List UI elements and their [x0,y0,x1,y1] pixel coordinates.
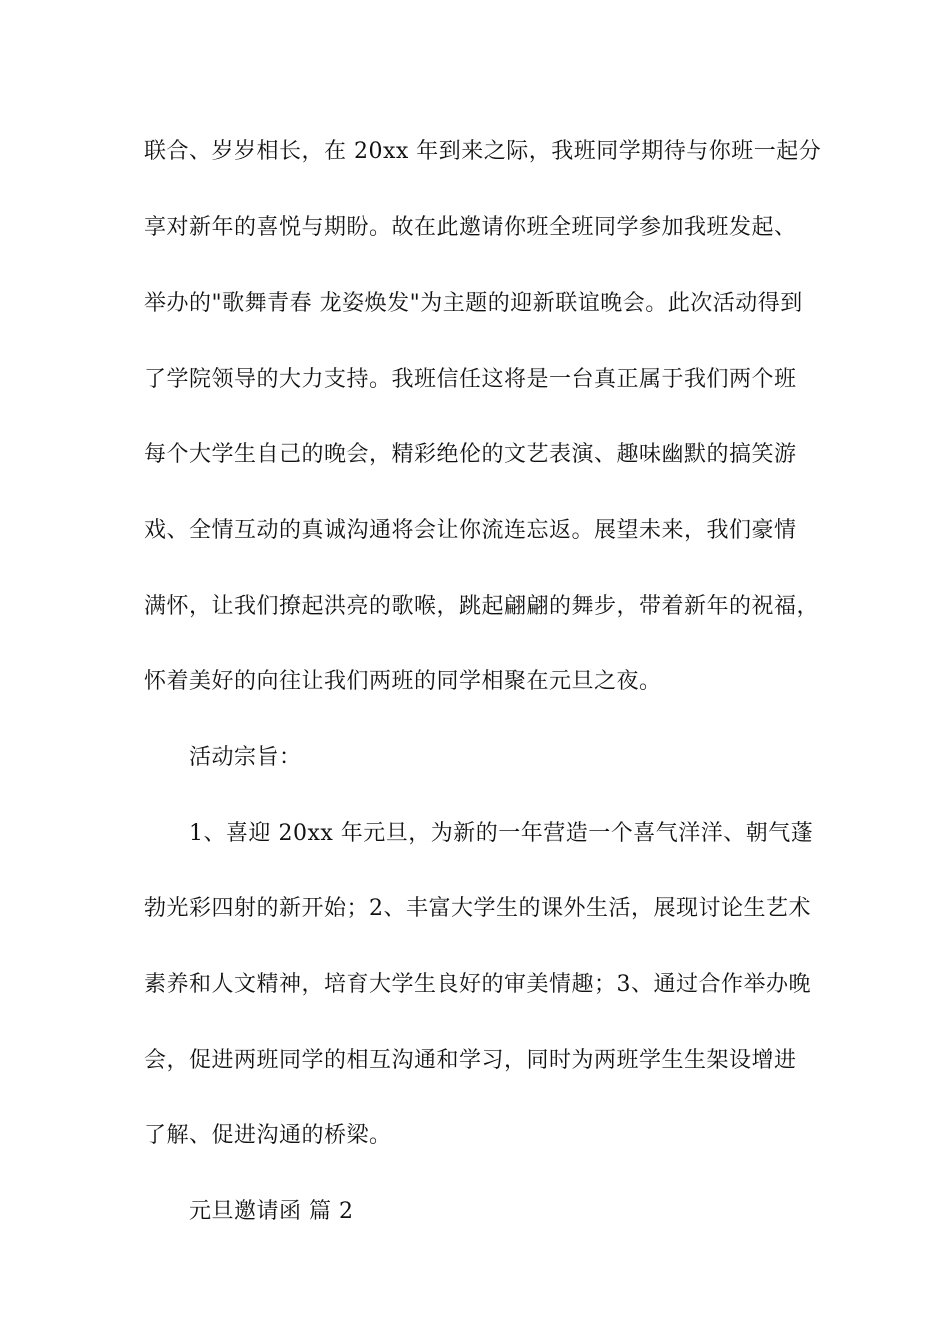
paragraph-line: 会，促进两班同学的相互沟通和学习，同时为两班学生生架设增进 [144,1048,797,1073]
paragraph-line: 了学院领导的大力支持。我班信任这将是一台真正属于我们两个班 [144,367,797,392]
paragraph-line: 素养和人文精神，培育大学生良好的审美情趣；3、通过合作举办晚 [144,972,811,997]
paragraph-line: 1、喜迎 20xx 年元旦，为新的一年营造一个喜气洋洋、朝气蓬 [189,821,814,846]
section-heading: 活动宗旨： [189,745,302,770]
section-heading: 元旦邀请函 篇 2 [189,1199,354,1224]
paragraph-line: 每个大学生自己的晚会，精彩绝伦的文艺表演、趣味幽默的搞笑游 [144,442,797,467]
paragraph-line: 享对新年的喜悦与期盼。故在此邀请你班全班同学参加我班发起、 [144,215,797,240]
paragraph-line: 怀着美好的向往让我们两班的同学相聚在元旦之夜。 [144,669,662,694]
paragraph-line: 满怀，让我们撩起洪亮的歌喉，跳起翩翩的舞步，带着新年的祝福， [144,594,820,619]
paragraph-line: 戏、全情互动的真诚沟通将会让你流连忘返。展望未来，我们豪情 [144,518,797,543]
paragraph-line: 联合、岁岁相长，在 20xx 年到来之际，我班同学期待与你班一起分 [144,139,822,164]
paragraph-line: 勃光彩四射的新开始；2、丰富大学生的课外生活，展现讨论生艺术 [144,896,811,921]
paragraph-line: 举办的"歌舞青春 龙姿焕发"为主题的迎新联谊晚会。此次活动得到 [144,291,803,316]
paragraph-line: 了解、促进沟通的桥梁。 [144,1123,392,1148]
